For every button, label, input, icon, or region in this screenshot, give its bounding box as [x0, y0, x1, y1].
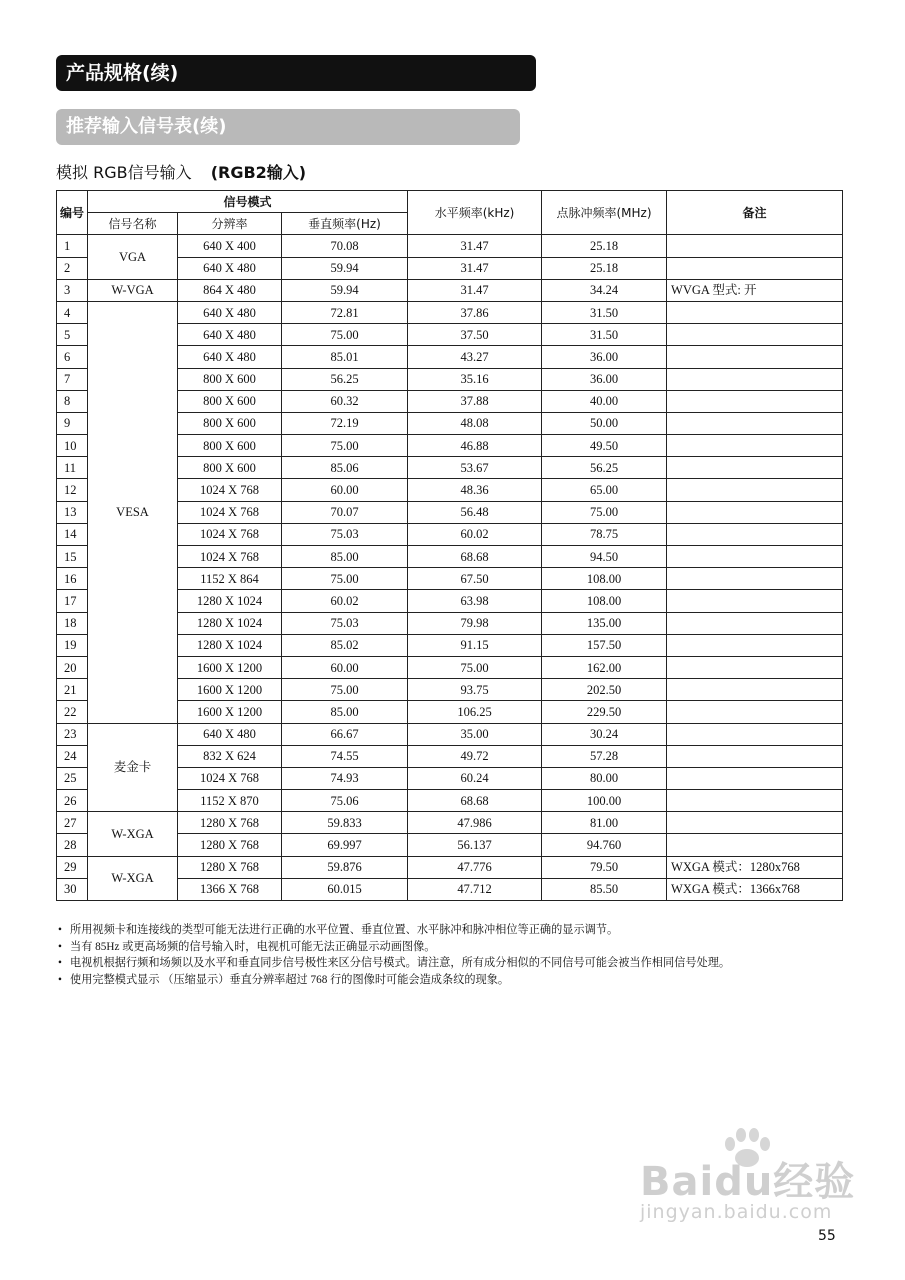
cell-clock: 108.00 — [542, 590, 667, 612]
cell-resolution: 1600 X 1200 — [178, 656, 282, 678]
table-row — [57, 279, 843, 301]
cell-no: 19 — [57, 634, 88, 656]
cell-no: 8 — [57, 390, 88, 412]
cell-remark — [667, 546, 843, 568]
header-signal-mode: 信号模式 — [88, 191, 408, 213]
table-row — [57, 812, 843, 834]
cell-remark — [667, 435, 843, 457]
cell-no: 28 — [57, 834, 88, 856]
cell-resolution: 640 X 480 — [178, 723, 282, 745]
cell-remark — [667, 812, 843, 834]
cell-no: 3 — [57, 279, 88, 301]
note-item — [58, 955, 858, 972]
subtitle-text: 模拟 RGB信号输入 — [56, 163, 192, 182]
cell-remark — [667, 723, 843, 745]
cell-remark — [667, 523, 843, 545]
cell-hfreq: 35.16 — [408, 368, 542, 390]
cell-no: 14 — [57, 523, 88, 545]
cell-vfreq: 74.55 — [282, 745, 408, 767]
cell-no: 10 — [57, 435, 88, 457]
cell-resolution: 640 X 480 — [178, 257, 282, 279]
cell-resolution: 1152 X 864 — [178, 568, 282, 590]
note-text: 当有 85Hz 或更高场频的信号输入时，电视机可能无法正确显示动画图像。 — [70, 940, 436, 953]
watermark-url: jingyan.baidu.com — [640, 1201, 833, 1223]
cell-vfreq: 70.07 — [282, 501, 408, 523]
cell-resolution: 1024 X 768 — [178, 523, 282, 545]
cell-hfreq: 46.88 — [408, 435, 542, 457]
page-number: 55 — [818, 1228, 836, 1244]
cell-no: 24 — [57, 745, 88, 767]
table-row — [57, 235, 843, 257]
cell-clock: 50.00 — [542, 412, 667, 434]
bullet: • — [58, 924, 62, 936]
notes-list — [58, 922, 858, 988]
cell-resolution: 1152 X 870 — [178, 790, 282, 812]
cell-no: 4 — [57, 301, 88, 323]
cell-vfreq: 85.01 — [282, 346, 408, 368]
cell-vfreq: 85.06 — [282, 457, 408, 479]
cell-hfreq: 43.27 — [408, 346, 542, 368]
cell-hfreq: 56.137 — [408, 834, 542, 856]
cell-vfreq: 66.67 — [282, 723, 408, 745]
cell-remark — [667, 767, 843, 789]
cell-no: 16 — [57, 568, 88, 590]
cell-remark — [667, 701, 843, 723]
bullet: • — [58, 957, 62, 969]
cell-clock: 94.760 — [542, 834, 667, 856]
cell-no: 2 — [57, 257, 88, 279]
cell-clock: 31.50 — [542, 301, 667, 323]
watermark-logo: Baidu经验 — [640, 1159, 856, 1205]
cell-resolution: 1024 X 768 — [178, 479, 282, 501]
cell-hfreq: 48.08 — [408, 412, 542, 434]
cell-resolution: 800 X 600 — [178, 390, 282, 412]
cell-vfreq: 75.03 — [282, 612, 408, 634]
cell-remark: WXGA 模式：1366x768 — [667, 878, 843, 900]
cell-clock: 34.24 — [542, 279, 667, 301]
cell-remark — [667, 346, 843, 368]
cell-clock: 25.18 — [542, 235, 667, 257]
cell-no: 12 — [57, 479, 88, 501]
note-text: 所用视频卡和连接线的类型可能无法进行正确的水平位置、垂直位置、水平脉冲和脉冲相位等正确的显示调节。 — [70, 924, 619, 936]
note-item — [58, 972, 858, 989]
cell-no: 13 — [57, 501, 88, 523]
bullet: • — [58, 973, 62, 986]
cell-hfreq: 35.00 — [408, 723, 542, 745]
cell-hfreq: 49.72 — [408, 745, 542, 767]
cell-resolution: 1280 X 768 — [178, 856, 282, 878]
cell-no: 23 — [57, 723, 88, 745]
cell-hfreq: 47.776 — [408, 856, 542, 878]
note-text: 电视机根据行频和场频以及水平和垂直同步信号极性来区分信号模式。请注意，所有成分相似的不同信号可能会被当作相同信号处理。 — [70, 957, 731, 969]
cell-hfreq: 47.986 — [408, 812, 542, 834]
cell-hfreq: 68.68 — [408, 790, 542, 812]
cell-clock: 81.00 — [542, 812, 667, 834]
cell-no: 25 — [57, 767, 88, 789]
cell-hfreq: 91.15 — [408, 634, 542, 656]
cell-remark — [667, 834, 843, 856]
cell-no: 5 — [57, 324, 88, 346]
cell-hfreq: 53.67 — [408, 457, 542, 479]
header-resolution: 分辨率 — [178, 213, 282, 235]
watermark — [640, 1150, 855, 1223]
section-title-bar — [56, 55, 536, 91]
cell-clock: 162.00 — [542, 656, 667, 678]
cell-resolution: 640 X 480 — [178, 324, 282, 346]
bullet: • — [58, 940, 62, 953]
cell-clock: 100.00 — [542, 790, 667, 812]
cell-vfreq: 59.876 — [282, 856, 408, 878]
cell-hfreq: 47.712 — [408, 878, 542, 900]
header-hfreq: 水平频率(kHz) — [408, 191, 542, 235]
cell-remark — [667, 324, 843, 346]
cell-vfreq: 60.00 — [282, 479, 408, 501]
cell-clock: 229.50 — [542, 701, 667, 723]
cell-no: 18 — [57, 612, 88, 634]
cell-remark — [667, 568, 843, 590]
cell-no: 1 — [57, 235, 88, 257]
cell-no: 26 — [57, 790, 88, 812]
cell-vfreq: 75.00 — [282, 435, 408, 457]
cell-remark — [667, 479, 843, 501]
header-remark: 备注 — [667, 191, 843, 235]
header-no: 编号 — [57, 191, 88, 235]
cell-vfreq: 69.997 — [282, 834, 408, 856]
subsection-title: 推荐输入信号表(续) — [66, 116, 227, 137]
cell-resolution: 800 X 600 — [178, 368, 282, 390]
table-row — [57, 301, 843, 323]
cell-clock: 31.50 — [542, 324, 667, 346]
cell-resolution: 1024 X 768 — [178, 767, 282, 789]
section-title: 产品规格(续) — [66, 62, 179, 84]
cell-clock: 79.50 — [542, 856, 667, 878]
cell-no: 21 — [57, 679, 88, 701]
cell-clock: 108.00 — [542, 568, 667, 590]
cell-resolution: 1280 X 1024 — [178, 612, 282, 634]
cell-no: 29 — [57, 856, 88, 878]
cell-vfreq: 70.08 — [282, 235, 408, 257]
signal-table — [56, 190, 843, 901]
cell-remark — [667, 257, 843, 279]
cell-vfreq: 85.00 — [282, 546, 408, 568]
cell-vfreq: 59.94 — [282, 279, 408, 301]
cell-clock: 36.00 — [542, 368, 667, 390]
cell-resolution: 640 X 480 — [178, 346, 282, 368]
cell-no: 11 — [57, 457, 88, 479]
cell-clock: 36.00 — [542, 346, 667, 368]
cell-resolution: 1600 X 1200 — [178, 679, 282, 701]
cell-vfreq: 74.93 — [282, 767, 408, 789]
cell-clock: 202.50 — [542, 679, 667, 701]
subtitle-bold-text: (RGB2输入) — [210, 163, 307, 182]
cell-clock: 25.18 — [542, 257, 667, 279]
header-vfreq: 垂直频率(Hz) — [282, 213, 408, 235]
cell-hfreq: 106.25 — [408, 701, 542, 723]
table-row — [57, 723, 843, 745]
cell-remark — [667, 745, 843, 767]
cell-clock: 135.00 — [542, 612, 667, 634]
note-item — [58, 939, 858, 956]
cell-vfreq: 75.00 — [282, 324, 408, 346]
cell-clock: 75.00 — [542, 501, 667, 523]
cell-resolution: 832 X 624 — [178, 745, 282, 767]
cell-no: 9 — [57, 412, 88, 434]
cell-no: 7 — [57, 368, 88, 390]
cell-clock: 30.24 — [542, 723, 667, 745]
cell-clock: 56.25 — [542, 457, 667, 479]
cell-vfreq: 60.32 — [282, 390, 408, 412]
cell-clock: 40.00 — [542, 390, 667, 412]
cell-hfreq: 60.24 — [408, 767, 542, 789]
cell-hfreq: 31.47 — [408, 235, 542, 257]
cell-clock: 85.50 — [542, 878, 667, 900]
cell-clock: 78.75 — [542, 523, 667, 545]
cell-clock: 57.28 — [542, 745, 667, 767]
cell-hfreq: 48.36 — [408, 479, 542, 501]
cell-vfreq: 60.015 — [282, 878, 408, 900]
cell-hfreq: 37.88 — [408, 390, 542, 412]
cell-clock: 49.50 — [542, 435, 667, 457]
cell-resolution: 640 X 400 — [178, 235, 282, 257]
cell-hfreq: 75.00 — [408, 656, 542, 678]
cell-vfreq: 72.19 — [282, 412, 408, 434]
cell-resolution: 1280 X 1024 — [178, 590, 282, 612]
cell-vfreq: 60.00 — [282, 656, 408, 678]
note-text: 使用完整模式显示 （压缩显示）垂直分辨率超过 768 行的图像时可能会造成条纹的现象。 — [70, 973, 510, 986]
cell-hfreq: 31.47 — [408, 279, 542, 301]
cell-no: 27 — [57, 812, 88, 834]
cell-vfreq: 85.00 — [282, 701, 408, 723]
cell-no: 30 — [57, 878, 88, 900]
cell-resolution: 1280 X 1024 — [178, 634, 282, 656]
cell-vfreq: 59.94 — [282, 257, 408, 279]
header-clock: 点脉冲频率(MHz) — [542, 191, 667, 235]
cell-resolution: 800 X 600 — [178, 435, 282, 457]
cell-hfreq: 63.98 — [408, 590, 542, 612]
cell-remark: WVGA 型式: 开 — [667, 279, 843, 301]
cell-clock: 65.00 — [542, 479, 667, 501]
cell-clock: 80.00 — [542, 767, 667, 789]
cell-resolution: 640 X 480 — [178, 301, 282, 323]
cell-no: 15 — [57, 546, 88, 568]
cell-vfreq: 75.03 — [282, 523, 408, 545]
cell-hfreq: 79.98 — [408, 612, 542, 634]
cell-remark — [667, 634, 843, 656]
cell-hfreq: 60.02 — [408, 523, 542, 545]
cell-remark — [667, 501, 843, 523]
cell-hfreq: 56.48 — [408, 501, 542, 523]
cell-no: 17 — [57, 590, 88, 612]
cell-vfreq: 75.06 — [282, 790, 408, 812]
cell-hfreq: 93.75 — [408, 679, 542, 701]
cell-signal-name: W-VGA — [88, 279, 178, 301]
cell-no: 22 — [57, 701, 88, 723]
cell-vfreq: 72.81 — [282, 301, 408, 323]
cell-no: 6 — [57, 346, 88, 368]
cell-remark — [667, 612, 843, 634]
cell-remark — [667, 656, 843, 678]
header-signal-name: 信号名称 — [88, 213, 178, 235]
cell-signal-name: VGA — [88, 235, 178, 279]
cell-signal-name: W-XGA — [88, 856, 178, 900]
cell-signal-name: W-XGA — [88, 812, 178, 856]
cell-hfreq: 37.86 — [408, 301, 542, 323]
cell-hfreq: 37.50 — [408, 324, 542, 346]
cell-resolution: 1024 X 768 — [178, 501, 282, 523]
cell-vfreq: 60.02 — [282, 590, 408, 612]
note-item — [58, 922, 858, 939]
cell-resolution: 800 X 600 — [178, 457, 282, 479]
table-row — [57, 856, 843, 878]
cell-vfreq: 75.00 — [282, 568, 408, 590]
cell-vfreq: 59.833 — [282, 812, 408, 834]
cell-remark — [667, 790, 843, 812]
table-body — [57, 235, 843, 901]
cell-remark — [667, 457, 843, 479]
cell-remark: WXGA 模式：1280x768 — [667, 856, 843, 878]
cell-remark — [667, 679, 843, 701]
cell-signal-name: 麦金卡 — [88, 723, 178, 812]
cell-resolution: 1024 X 768 — [178, 546, 282, 568]
cell-resolution: 1366 X 768 — [178, 878, 282, 900]
cell-no: 20 — [57, 656, 88, 678]
cell-signal-name: VESA — [88, 301, 178, 723]
cell-resolution: 1280 X 768 — [178, 834, 282, 856]
cell-resolution: 800 X 600 — [178, 412, 282, 434]
cell-hfreq: 67.50 — [408, 568, 542, 590]
cell-remark — [667, 235, 843, 257]
cell-hfreq: 31.47 — [408, 257, 542, 279]
subsection-title-bar — [56, 109, 520, 145]
table-subtitle — [56, 160, 306, 183]
cell-resolution: 1280 X 768 — [178, 812, 282, 834]
cell-remark — [667, 368, 843, 390]
cell-hfreq: 68.68 — [408, 546, 542, 568]
cell-remark — [667, 390, 843, 412]
cell-vfreq: 85.02 — [282, 634, 408, 656]
cell-remark — [667, 590, 843, 612]
cell-remark — [667, 301, 843, 323]
cell-remark — [667, 412, 843, 434]
cell-clock: 157.50 — [542, 634, 667, 656]
cell-vfreq: 56.25 — [282, 368, 408, 390]
cell-clock: 94.50 — [542, 546, 667, 568]
cell-resolution: 1600 X 1200 — [178, 701, 282, 723]
cell-resolution: 864 X 480 — [178, 279, 282, 301]
cell-vfreq: 75.00 — [282, 679, 408, 701]
